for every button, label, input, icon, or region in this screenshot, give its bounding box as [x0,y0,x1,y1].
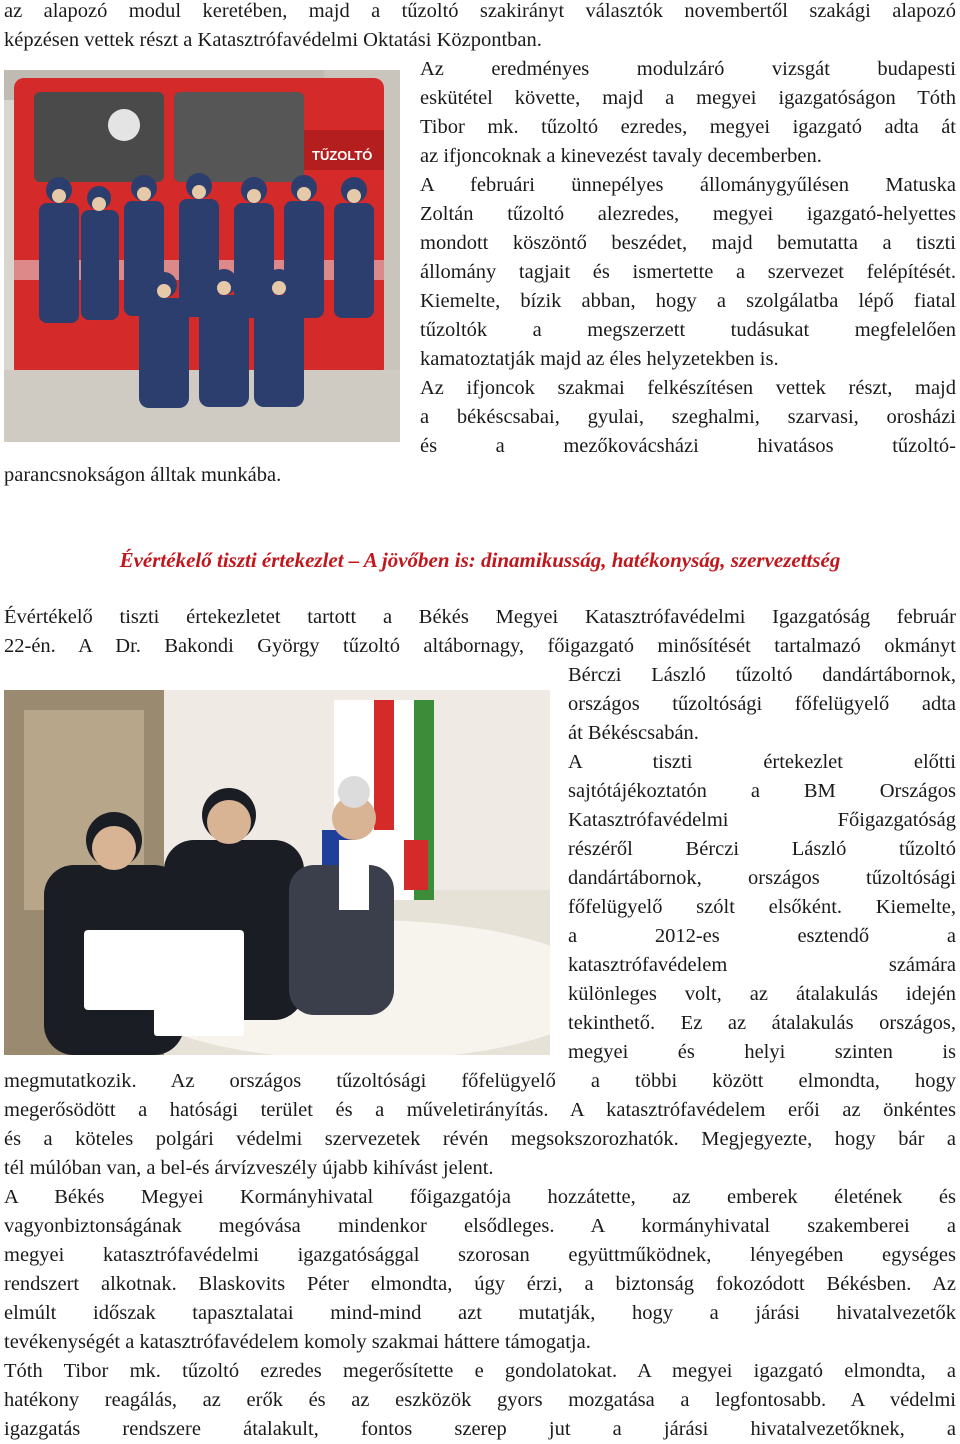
paragraph-line: Kiemelte, bízik abban, hogy a szolgálatba lépő fiatal [420,290,956,312]
paragraph-line: Tibor mk. tűzoltó ezredes, megyei igazgató adta át [420,116,956,138]
paragraph-line: A Békés Megyei Kormányhivatal főigazgatója hozzátette, az emberek életének és [4,1186,956,1208]
paragraph-line: Zoltán tűzoltó alezredes, megyei igazgató-helyettes [420,203,956,225]
paragraph-line: parancsnokságon álltak munkába. [4,464,282,486]
paragraph-line: tél múlóban van, a bel-és árvízveszély újabb kihívást jelent. [4,1157,494,1179]
paragraph-line: hatékony reagálás, az erők és az eszközök gyors mozgatása a legfontosabb. A védelmi [4,1389,956,1411]
firefighters-group-photo [4,70,400,442]
paragraph-line: tekinthető. Ez az átalakulás országos, [568,1012,956,1034]
paragraph-line: mondott köszöntő beszédet, majd bemutatta a tiszti [420,232,956,254]
paragraph-line: képzésen vettek részt a Katasztrófavédelmi Oktatási Központban. [4,29,542,51]
paragraph-line: vagyonbiztonságának megóvása mindenkor elsődleges. A kormányhivatal szakemberei a [4,1215,956,1237]
paragraph-line: megerősödött a hatósági terület és a műveletirányítás. A katasztrófavédelem erői az önkéntes [4,1099,956,1121]
paragraph-line: kamatoztatják majd az éles helyzetekben is. [420,348,779,370]
paragraph-line: Katasztrófavédelmi Főigazgatóság [568,809,956,831]
paragraph-line: különleges volt, az átalakulás idején [568,983,956,1005]
paragraph-line: A tiszti értekezlet előtti [568,751,956,773]
truck-label: TŰZOLTÓ [312,148,373,163]
paragraph-line: az ifjoncoknak a kinevezést tavaly decemberben. [420,145,822,167]
paragraph-line: tűzoltók a megszerzett tudásukat megfelelően [420,319,956,341]
officers-meeting-photo [4,690,550,1055]
paragraph-line: katasztrófavédelem számára [568,954,956,976]
paragraph-line: állomány tagjait és ismertette a szervezet felépítését. [420,261,956,283]
paragraph-line: elmúlt időszak tapasztalatai mind-mind azt mutatják, hogy a járási hivatalvezetők [4,1302,956,1324]
paragraph-line: megyei katasztrófavédelmi igazgatósággal szorosan együttműködnek, lényegében egységes [4,1244,956,1266]
paragraph-line: Az ifjoncok szakmai felkészítésen vettek részt, majd [420,377,956,399]
paragraph-line: megyei és helyi szinten is [568,1041,956,1063]
paragraph-line: és a köteles polgári védelmi szervezetek révén megsokszorozhatók. Megjegyezte, hogy bár a [4,1128,956,1150]
paragraph-line: 22-én. A Dr. Bakondi György tűzoltó altábornagy, főigazgató minősítését tartalmazó okmányt [4,635,956,657]
paragraph-line: országos tűzoltósági főfelügyelő adta [568,693,956,715]
paragraph-line: Bérczi László tűzoltó dandártábornok, [568,664,956,686]
paragraph-line: sajtótájékoztatón a BM Országos [568,780,956,802]
paragraph-line: eskütétel követte, majd a megyei igazgatóságon Tóth [420,87,956,109]
paragraph-line: tevékenységét a katasztrófavédelem komoly szakmai háttere támogatja. [4,1331,591,1353]
paragraph-line: igazgatás rendszere átalakult, fontos szerep jut a járási hivatalvezetőknek, a [4,1418,956,1440]
paragraph-line: részéről Bérczi László tűzoltó [568,838,956,860]
paragraph-line: a békéscsabai, gyulai, szeghalmi, szarvasi, orosházi [420,406,956,428]
paragraph-line: át Békéscsabán. [568,722,699,744]
paragraph-line: megmutatkozik. Az országos tűzoltósági főfelügyelő a többi között elmondta, hogy [4,1070,956,1092]
paragraph-line: az alapozó modul keretében, majd a tűzoltó szakirányt választók novembertől szakági alapozó [4,0,956,22]
paragraph-line: Az eredményes modulzáró vizsgát budapesti [420,58,956,80]
paragraph-line: főfelügyelő szólt elsőként. Kiemelte, [568,896,956,918]
paragraph-line: és a mezőkovácsházi hivatásos tűzoltó- [420,435,956,457]
paragraph-line: Tóth Tibor mk. tűzoltó ezredes megerősítette e gondolatokat. A megyei igazgató elmondta, a [4,1360,956,1382]
paragraph-line: rendszert alkotnak. Blaskovits Péter elmondta, úgy érzi, a biztonság fokozódott Békésben. Az [4,1273,956,1295]
paragraph-line: Évértékelő tiszti értekezletet tartott a Békés Megyei Katasztrófavédelmi Igazgatóság február [4,606,956,628]
paragraph-line: dandártábornok, országos tűzoltósági [568,867,956,889]
article-heading: Évértékelő tiszti értekezlet – A jövőben is: dinamikusság, hatékonyság, szervezettség [119,548,841,572]
paragraph-line: a 2012-es esztendő a [568,925,956,947]
paragraph-line: A februári ünnepélyes állománygyűlésen Matuska [420,174,956,196]
